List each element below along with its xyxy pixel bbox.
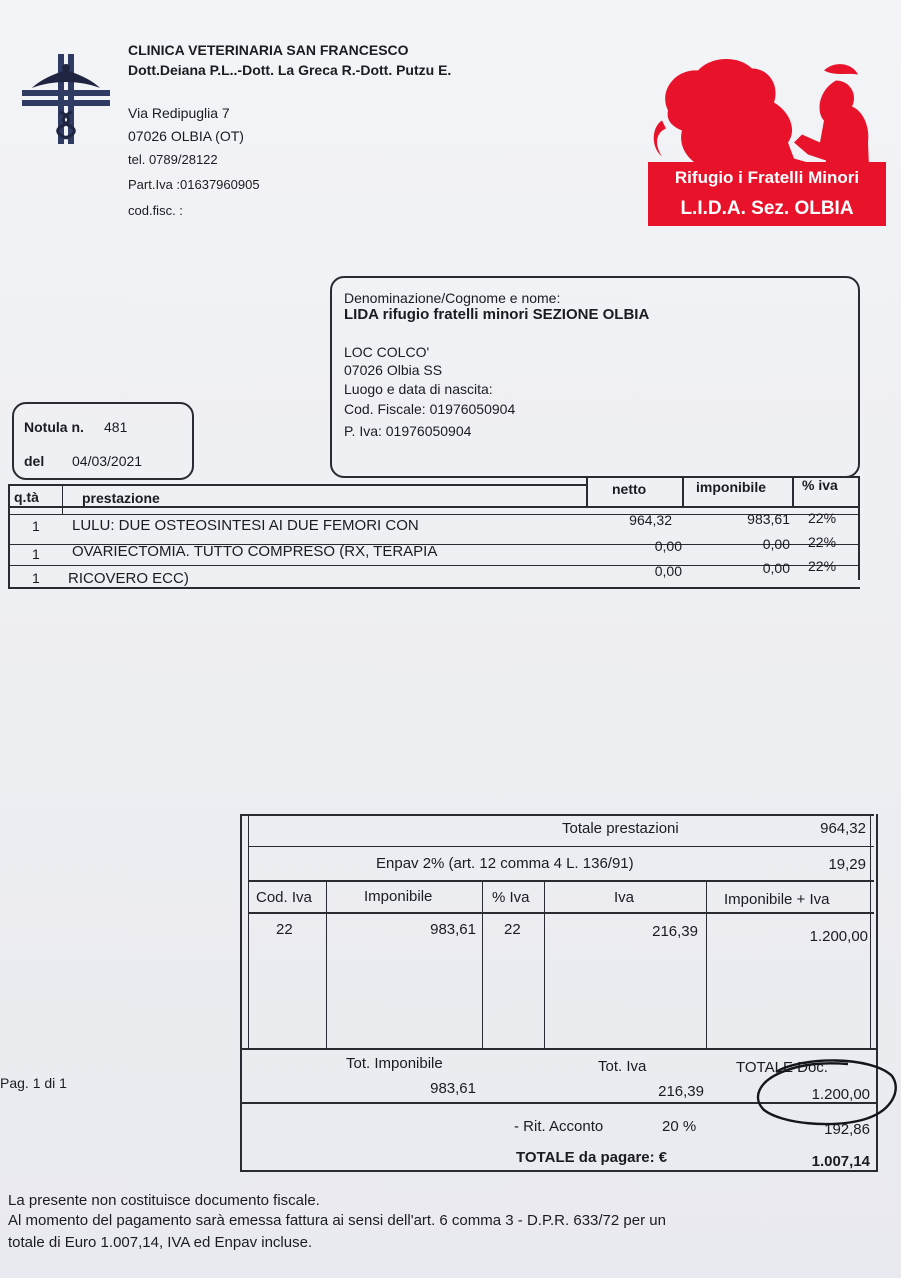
tot-doc-label: TOTALE Doc. bbox=[736, 1059, 828, 1076]
clinic-name: CLINICA VETERINARIA SAN FRANCESCO bbox=[128, 42, 409, 58]
vat-header-taxable-vat: Imponibile + Iva bbox=[724, 891, 830, 908]
footer-line-3: totale di Euro 1.007,14, IVA ed Enpav incluse. bbox=[8, 1234, 313, 1251]
handdrawn-circle-mark bbox=[752, 1050, 900, 1130]
clinic-vat: Part.Iva :01637960905 bbox=[128, 177, 260, 192]
invoice-number: 481 bbox=[104, 419, 128, 435]
header-service: prestazione bbox=[82, 490, 160, 506]
vat-header-vat: Iva bbox=[614, 889, 635, 906]
tot-doc-value: 1.200,00 bbox=[811, 1086, 870, 1103]
enpav-value: 19,29 bbox=[828, 856, 866, 873]
row-1-taxable: 983,61 bbox=[747, 511, 790, 527]
page-number-label: Pag. 1 di 1 bbox=[0, 1075, 67, 1091]
invoice-date-label: del bbox=[24, 453, 45, 469]
logo-line-2: L.I.D.A. Sez. OLBIA bbox=[648, 194, 886, 226]
row-2-net: 0,00 bbox=[654, 538, 682, 554]
row-3-taxable: 0,00 bbox=[762, 560, 790, 576]
row-2-taxable: 0,00 bbox=[762, 536, 790, 552]
logo-line-1: Rifugio i Fratelli Minori bbox=[648, 162, 886, 194]
vat-row-taxable: 983,61 bbox=[430, 921, 476, 938]
recipient-vat: P. Iva: 01976050904 bbox=[344, 423, 472, 439]
clinic-street: Via Redipuglia 7 bbox=[128, 105, 230, 121]
tot-vat-label: Tot. Iva bbox=[598, 1058, 647, 1075]
row-3-desc: RICOVERO ECC) bbox=[68, 570, 189, 587]
to-pay-label: TOTALE da pagare: € bbox=[516, 1149, 668, 1166]
to-pay-value: 1.007,14 bbox=[811, 1153, 870, 1170]
recipient-tax-code: Cod. Fiscale: 01976050904 bbox=[344, 401, 516, 417]
invoice-date: 04/03/2021 bbox=[72, 453, 143, 469]
tot-taxable-label: Tot. Imponibile bbox=[346, 1055, 443, 1072]
clinic-phone: tel. 0789/28122 bbox=[128, 152, 218, 167]
vat-header-code: Cod. Iva bbox=[256, 889, 312, 906]
row-1-net: 964,32 bbox=[629, 512, 672, 528]
row-1-desc: LULU: DUE OSTEOSINTESI AI DUE FEMORI CON bbox=[72, 517, 419, 534]
row-3-vat: 22% bbox=[808, 558, 837, 574]
total-services-value: 964,32 bbox=[820, 820, 866, 837]
recipient-label: Denominazione/Cognome e nome: bbox=[344, 290, 561, 306]
withholding-pct: 20 % bbox=[662, 1118, 697, 1135]
row-1-qty: 1 bbox=[32, 518, 40, 534]
header-taxable: imponibile bbox=[696, 479, 766, 495]
clinic-city: 07026 OLBIA (OT) bbox=[128, 128, 244, 144]
tot-taxable-value: 983,61 bbox=[430, 1080, 476, 1097]
header-vat-pct: % iva bbox=[802, 477, 838, 493]
row-3-qty: 1 bbox=[32, 570, 40, 586]
row-3-net: 0,00 bbox=[654, 563, 682, 579]
recipient-birth-label: Luogo e data di nascita: bbox=[344, 381, 493, 397]
recipient-address: LOC COLCO' bbox=[344, 344, 430, 360]
recipient-city: 07026 Olbia SS bbox=[344, 362, 443, 378]
withholding-label: - Rit. Acconto bbox=[514, 1118, 604, 1135]
total-services-label: Totale prestazioni bbox=[562, 820, 679, 837]
clinic-tax-code: cod.fisc. : bbox=[128, 203, 183, 218]
row-1-vat: 22% bbox=[808, 510, 837, 526]
vat-header-pct: % Iva bbox=[492, 889, 530, 906]
clinic-doctors: Dott.Deiana P.L..-Dott. La Greca R.-Dott. Putzu E. bbox=[128, 62, 452, 78]
vat-row-pct: 22 bbox=[504, 921, 521, 938]
invoice-number-label: Notula n. bbox=[24, 419, 84, 435]
header-qty: q.tà bbox=[14, 489, 39, 505]
vat-header-taxable: Imponibile bbox=[364, 888, 433, 905]
caduceus-cross-icon bbox=[18, 52, 114, 148]
row-2-vat: 22% bbox=[808, 534, 837, 550]
enpav-label: Enpav 2% (art. 12 comma 4 L. 136/91) bbox=[376, 855, 634, 872]
withholding-value: 192,86 bbox=[824, 1121, 870, 1138]
header-net: netto bbox=[612, 481, 647, 497]
tot-vat-value: 216,39 bbox=[658, 1083, 704, 1100]
vat-row-vat: 216,39 bbox=[652, 923, 698, 940]
vat-row-code: 22 bbox=[276, 921, 293, 938]
footer-line-1: La presente non costituisce documento fiscale. bbox=[8, 1192, 320, 1209]
row-2-desc: OVARIECTOMIA. TUTTO COMPRESO (RX, TERAPIA bbox=[72, 543, 438, 560]
recipient-name: LIDA rifugio fratelli minori SEZIONE OLBIA bbox=[344, 306, 650, 323]
row-2-qty: 1 bbox=[32, 546, 40, 562]
vat-row-taxable-vat: 1.200,00 bbox=[809, 928, 868, 945]
footer-line-2: Al momento del pagamento sarà emessa fattura ai sensi dell'art. 6 comma 3 - D.P.R. 633/72 per un bbox=[8, 1212, 666, 1229]
